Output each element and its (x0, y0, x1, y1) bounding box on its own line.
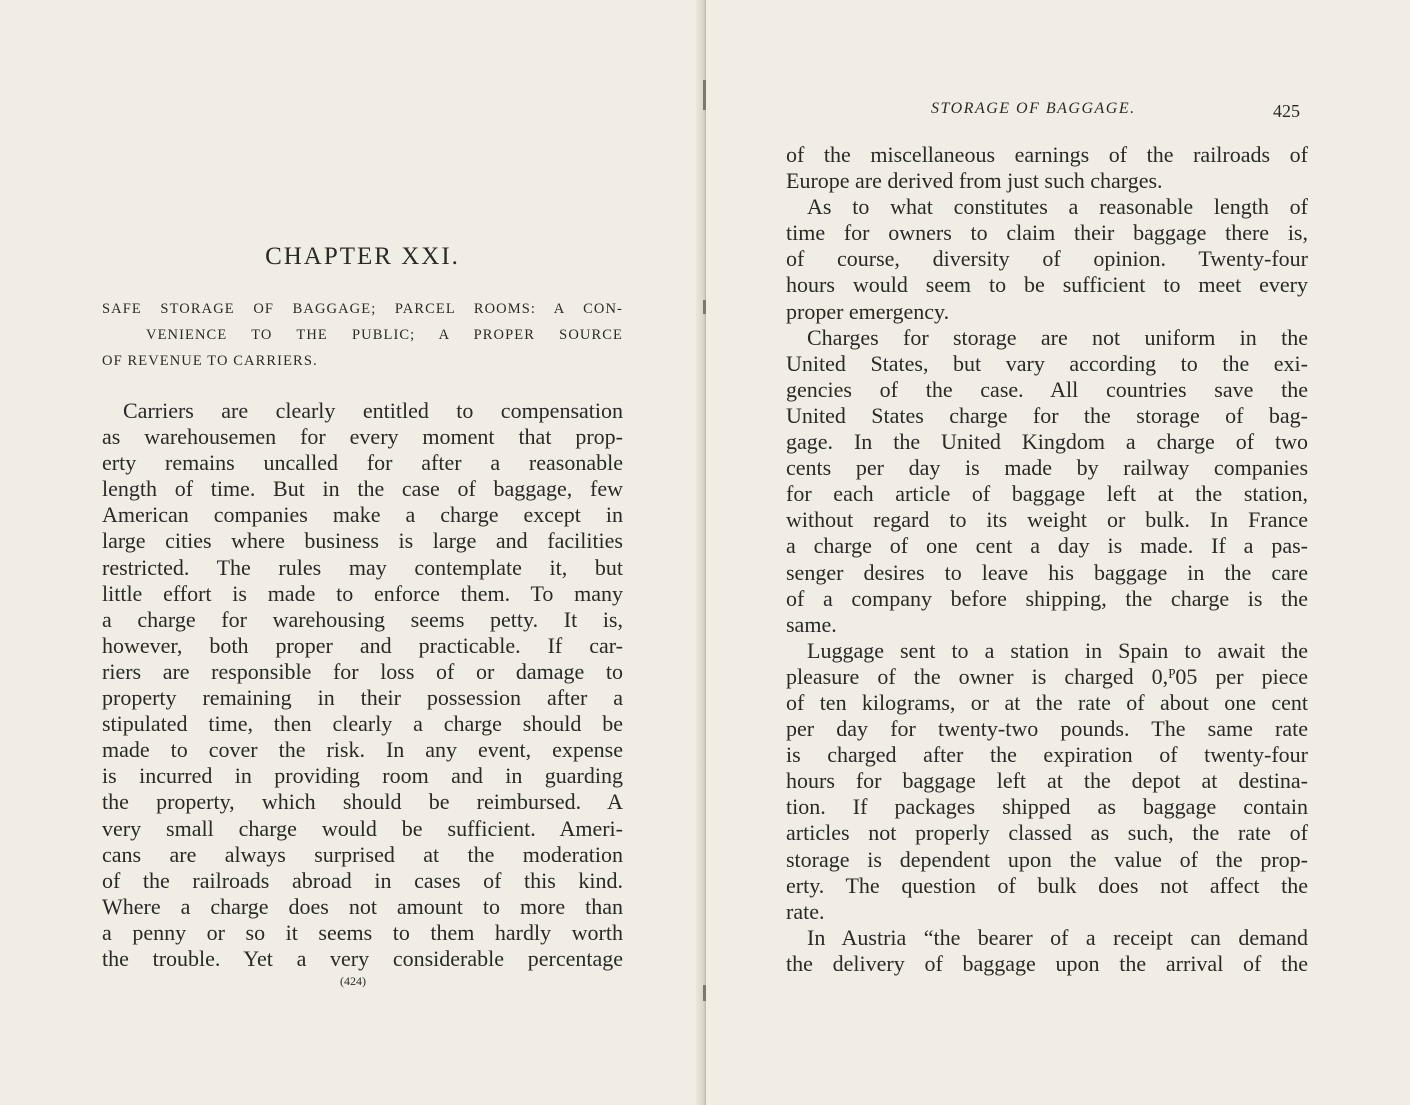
text-line: articles not properly classed as such, the rate of (786, 820, 1308, 846)
text-line: very small charge would be sufficient. Ameri- (102, 815, 623, 841)
text-line: large cities where business is large and facilities (102, 528, 623, 554)
text-line: Charges for storage are not uniform in the (807, 324, 1308, 350)
text-line: a charge of one cent a day is made. If a pas- (786, 533, 1308, 559)
text-line: property remaining in their possession after a (102, 685, 623, 711)
text-line: is incurred in providing room and in guarding (102, 763, 623, 789)
text-line: of ten kilograms, or at the rate of about one cent (786, 689, 1308, 715)
text-line: erty remains uncalled for after a reasonable (102, 450, 623, 476)
text-line: Where a charge does not amount to more than (102, 893, 623, 919)
text-line: senger desires to leave his baggage in the care (786, 559, 1308, 585)
left-page (0, 0, 704, 1105)
text-line: pleasure of the owner is charged 0,ᴾ05 per piece (786, 663, 1308, 689)
text-line: the delivery of baggage upon the arrival of the (786, 950, 1308, 976)
text-line: Luggage sent to a station in Spain to await the (807, 637, 1308, 663)
text-line: hours for baggage left at the depot at destina- (786, 768, 1308, 794)
text-line: cents per day is made by railway companies (786, 455, 1308, 481)
text-line: In Austria “the bearer of a receipt can demand (807, 924, 1308, 950)
text-line: storage is dependent upon the value of the prop- (786, 846, 1308, 872)
text-line: the trouble. Yet a very considerable percentage (102, 945, 623, 971)
text-line: tion. If packages shipped as baggage contain (786, 794, 1308, 820)
text-line: stipulated time, then clearly a charge should be (102, 711, 623, 737)
running-head: STORAGE OF BAGGAGE. (931, 100, 1136, 117)
chapter-title: CHAPTER XXI. (265, 243, 460, 270)
text-line: rate. (786, 898, 825, 924)
text-line: the property, which should be reimbursed. A (102, 789, 623, 815)
text-line: per day for twenty-two pounds. The same rate (786, 716, 1308, 742)
text-line: time for owners to claim their baggage there is, (786, 220, 1308, 246)
text-line: of the railroads abroad in cases of this kind. (102, 867, 623, 893)
text-line: however, both proper and practicable. If car- (102, 632, 623, 658)
text-line: United States, but vary according to the exi- (786, 350, 1308, 376)
chapter-synopsis (102, 296, 623, 374)
text-line: Carriers are clearly entitled to compensation (123, 398, 623, 423)
synopsis-line: SAFE STORAGE OF BAGGAGE; PARCEL ROOMS: A CON- (102, 301, 623, 317)
text-line: hours would seem to be sufficient to meet every (786, 272, 1308, 298)
text-line: American companies make a charge except in (102, 502, 623, 528)
right-body-text (786, 142, 1308, 977)
text-line: erty. The question of bulk does not affect the (786, 872, 1308, 898)
text-line: United States charge for the storage of bag- (786, 402, 1308, 428)
text-line: as warehousemen for every moment that prop- (102, 424, 623, 450)
text-line: little effort is made to enforce them. To many (102, 580, 623, 606)
text-line: of the miscellaneous earnings of the railroads of (786, 142, 1308, 167)
text-line: of a company before shipping, the charge is the (786, 585, 1308, 611)
left-body-text (102, 398, 623, 972)
text-line: a penny or so it seems to them hardly worth (102, 919, 623, 945)
text-line: gage. In the United Kingdom a charge of two (786, 429, 1308, 455)
text-line: gencies of the case. All countries save the (786, 376, 1308, 402)
text-line: restricted. The rules may contemplate it, but (102, 554, 623, 580)
text-line: riers are responsible for loss of or damage to (102, 658, 623, 684)
text-line: for each article of baggage left at the station, (786, 481, 1308, 507)
synopsis-line: OF REVENUE TO CARRIERS. (102, 353, 318, 369)
text-line: Europe are derived from just such charges. (786, 168, 1163, 194)
page-number: 425 (1273, 101, 1300, 121)
text-line: is charged after the expiration of twenty-four (786, 742, 1308, 768)
text-line: same. (786, 611, 837, 637)
synopsis-line: VENIENCE TO THE PUBLIC; A PROPER SOURCE (146, 327, 623, 343)
text-line: length of time. But in the case of baggage, few (102, 476, 623, 502)
text-line: without regard to its weight or bulk. In France (786, 507, 1308, 533)
text-line: proper emergency. (786, 298, 950, 324)
folio-page-number: (424) (340, 974, 366, 988)
text-line: a charge for warehousing seems petty. It is, (102, 606, 623, 632)
text-line: As to what constitutes a reasonable length of (807, 194, 1308, 220)
text-line: made to cover the risk. In any event, expense (102, 737, 623, 763)
text-line: cans are always surprised at the moderation (102, 841, 623, 867)
text-line: of course, diversity of opinion. Twenty-four (786, 246, 1308, 272)
